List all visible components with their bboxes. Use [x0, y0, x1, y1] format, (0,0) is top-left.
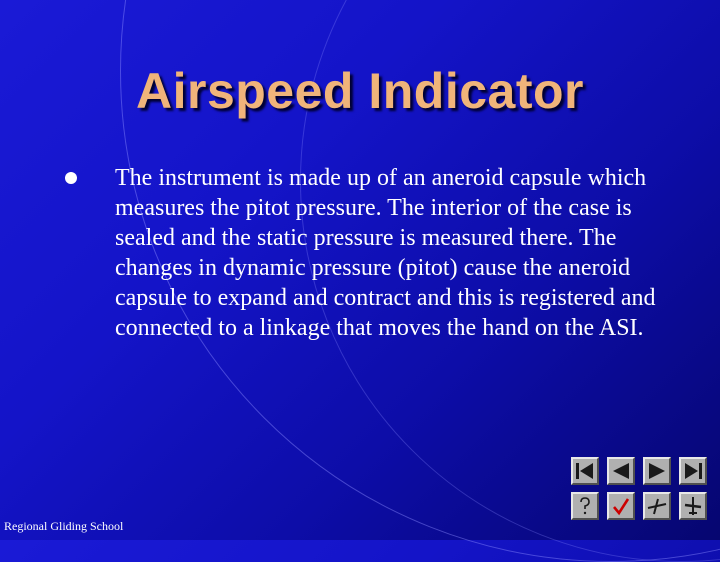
- last-slide-button[interactable]: [679, 457, 707, 485]
- bullet-icon: [65, 172, 77, 184]
- help-icon: [574, 495, 596, 517]
- slide-body-text: The instrument is made up of an aneroid capsule which measures the pitot pressure. The interior of the case is sealed and the static pressure is measured there. The changes in dynamic pressure (pitot) cause the aneroid capsule to expand and contract and this is registered and connected to a linkage that moves the hand on the ASI.: [115, 165, 656, 341]
- airplane-button[interactable]: [679, 492, 707, 520]
- check-icon: [610, 495, 632, 517]
- glider-button[interactable]: [643, 492, 671, 520]
- help-button[interactable]: [571, 492, 599, 520]
- previous-slide-button[interactable]: [607, 457, 635, 485]
- airplane-icon: [682, 495, 704, 517]
- next-slide-button[interactable]: [643, 457, 671, 485]
- last-slide-icon: [682, 461, 704, 481]
- slide-title: Airspeed Indicator: [136, 63, 584, 119]
- first-slide-button[interactable]: [571, 457, 599, 485]
- glider-icon: [646, 495, 668, 517]
- footer-text: Regional Gliding School: [4, 519, 124, 533]
- check-button[interactable]: [607, 492, 635, 520]
- previous-slide-icon: [610, 461, 632, 481]
- first-slide-icon: [574, 461, 596, 481]
- next-slide-icon: [646, 461, 668, 481]
